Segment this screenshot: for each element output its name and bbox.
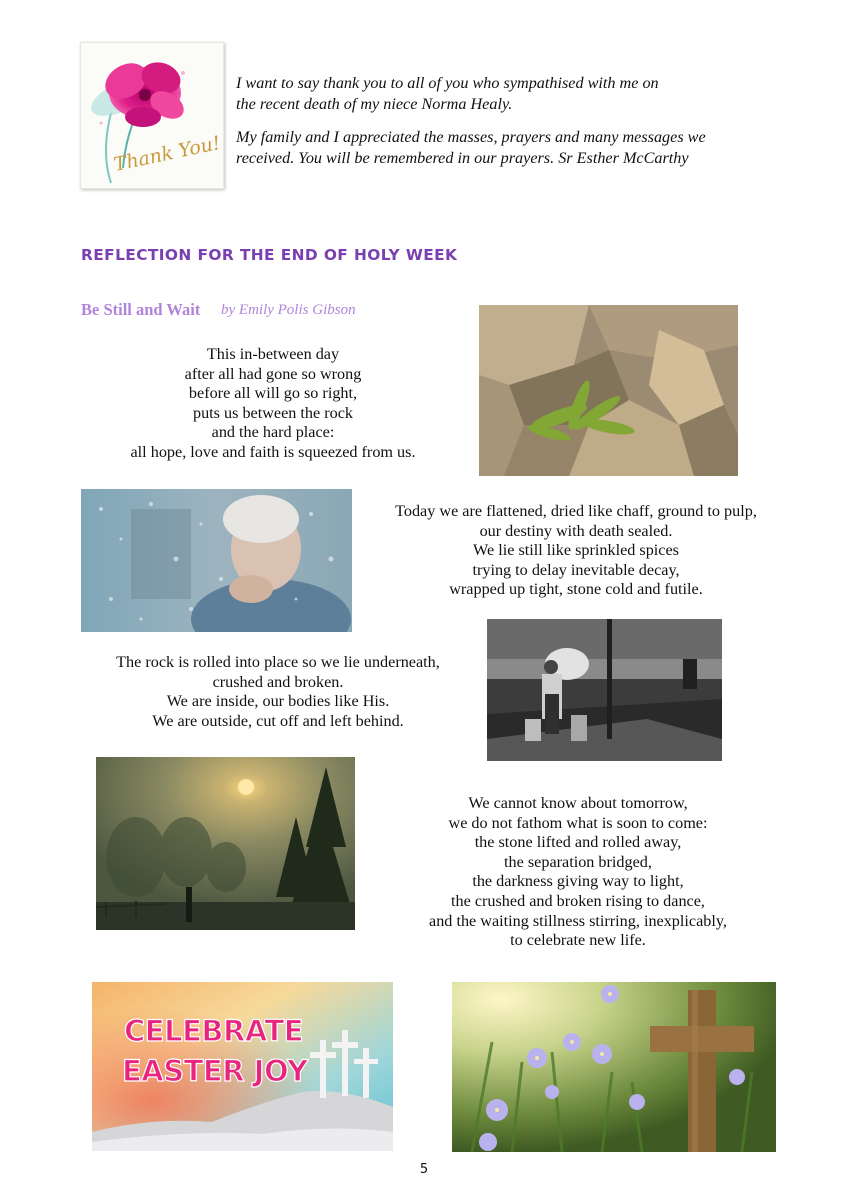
foggy-trees-sunrise-photo (96, 757, 355, 930)
poem-line: and the waiting stillness stirring, inexplicably, (429, 911, 727, 930)
thanks-line: My family and I appreciated the masses, prayers and many messages we (236, 128, 706, 146)
woman-carrying-load-photo (487, 619, 722, 761)
poem-line: all hope, love and faith is squeezed from us. (130, 442, 416, 461)
poem-line: the stone lifted and rolled away, (474, 833, 682, 852)
wooden-cross-flowers-photo (452, 982, 776, 1152)
poem-title: Be Still and Wait (81, 300, 201, 319)
poem-line: We are inside, our bodies like His. (166, 692, 390, 711)
section-heading: REFLECTION FOR THE END OF HOLY WEEK (81, 246, 458, 264)
poem-line: to celebrate new life. (510, 931, 646, 950)
poem-line: our destiny with death sealed. (479, 521, 673, 540)
poem-line: We are outside, cut off and left behind. (152, 711, 404, 730)
thanks-line: received. You will be remembered in our prayers. Sr Esther McCarthy (236, 149, 689, 167)
poem-line: This in-between day (206, 345, 340, 363)
poem-line: the crushed and broken rising to dance, (451, 891, 705, 910)
poem-line: and the hard place: (211, 423, 335, 442)
poem-stanza-1 (103, 345, 443, 463)
thank-you-card-image (80, 42, 224, 189)
rocks-fern-photo (479, 305, 738, 476)
poem-stanza-4 (410, 794, 746, 951)
poem-line: the darkness giving way to light, (472, 872, 684, 891)
banner-line-1: CELEBRATE (124, 1014, 304, 1048)
thanks-paragraph-2 (236, 127, 776, 169)
poem-stanza-3 (97, 653, 459, 731)
thanks-line: the recent death of my niece Norma Healy. (236, 95, 513, 113)
thanks-line: I want to say thank you to all of you who sympathised with me on (236, 74, 659, 92)
poem-line: puts us between the rock (192, 403, 354, 422)
banner-line-2: EASTER JOY (122, 1054, 308, 1088)
poem-author: by Emily Polis Gibson (221, 302, 356, 318)
poem-line: the separation bridged, (504, 852, 652, 871)
poem-line: We cannot know about tomorrow, (468, 794, 688, 812)
poem-line: Today we are flattened, dried like chaff, ground to pulp, (395, 502, 757, 520)
poem-line: before all will go so right, (188, 384, 358, 403)
rainy-window-woman-photo (81, 489, 352, 632)
poem-line: we do not fathom what is soon to come: (448, 813, 708, 832)
poem-line: The rock is rolled into place so we lie underneath, (116, 653, 440, 671)
thanks-paragraph-1 (236, 73, 776, 115)
poem-line: after all had gone so wrong (184, 364, 362, 383)
poem-line: wrapped up tight, stone cold and futile. (449, 580, 703, 599)
poem-line: trying to delay inevitable decay, (472, 560, 680, 579)
poem-line: crushed and broken. (212, 672, 344, 691)
card-thank-you-text: Thank You! (111, 131, 223, 177)
celebrate-easter-joy-banner (92, 982, 393, 1151)
poem-stanza-2 (370, 502, 782, 600)
page-number: 5 (419, 1162, 429, 1177)
poem-line: We lie still like sprinkled spices (473, 541, 679, 560)
